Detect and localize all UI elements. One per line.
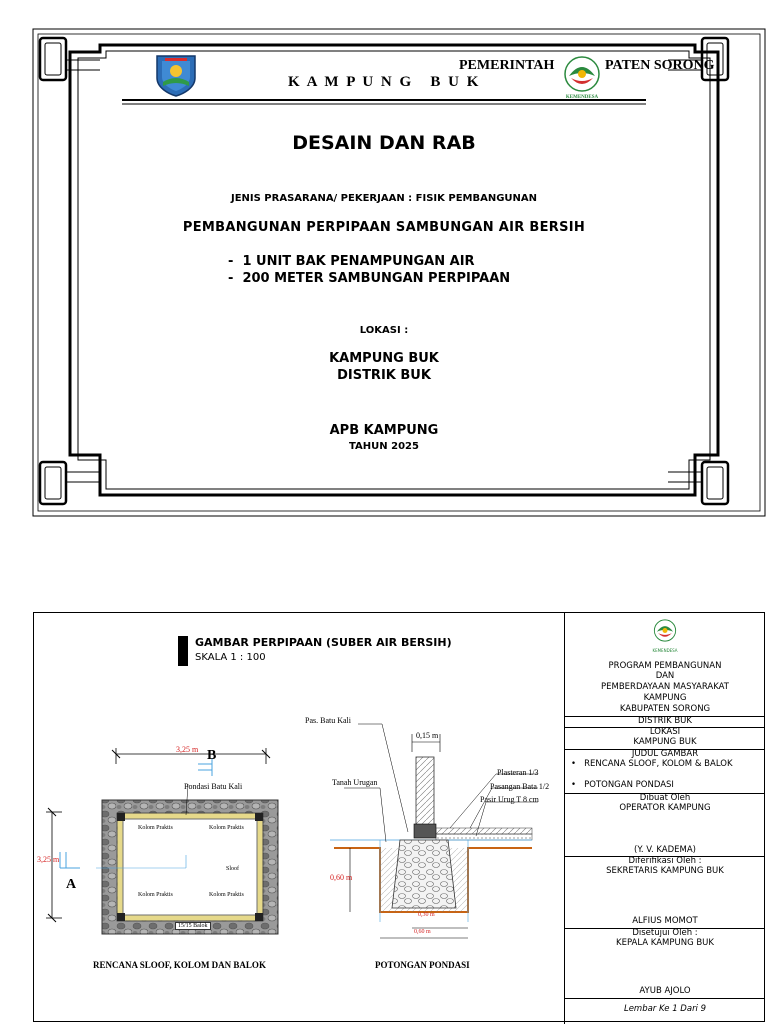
plan-drawing <box>36 740 286 940</box>
kemendesa-caption: KEMENDESA <box>565 95 599 100</box>
verified-name: ALFIUS MOMOT <box>632 916 698 926</box>
work-type: JENIS PRASARANA/ PEKERJAAN : FISIK PEMBANGUNAN <box>230 193 538 204</box>
titleblock-location-label: LOKASI <box>649 727 681 737</box>
titleblock-drawing-2-text: POTONGAN PONDASI <box>584 780 674 790</box>
section-plasteran-label: Plasteran 1/3 <box>497 768 539 777</box>
gov-header-right: PATEN SORONG <box>605 58 715 73</box>
program-line-5: KABUPATEN SORONG <box>619 704 711 714</box>
funding-source: APB KAMPUNG <box>329 423 439 438</box>
plan-marker-b: B <box>207 748 217 763</box>
drawing-title: GAMBAR PERPIPAAN (SUBER AIR BERSIH) <box>195 636 452 649</box>
titleblock-drawing-1: • RENCANA SLOOF, KOLOM & BALOK <box>571 759 733 769</box>
section-dim-060-h: 0,60 m <box>414 929 431 935</box>
titleblock-drawing-2: • POTONGAN PONDASI <box>571 780 674 790</box>
section-tanah-label: Tanah Urugan <box>332 778 378 787</box>
plan-sloof-label: Sloof <box>226 866 240 872</box>
cover-item-1: - 1 UNIT BAK PENAMPUNGAN AIR <box>228 254 475 269</box>
title-block <box>564 612 765 1024</box>
plan-kolom-tl: Kolom Praktis <box>138 825 173 831</box>
drawing-scale: SKALA 1 : 100 <box>195 652 266 663</box>
section-pasangan-label: Pasangan Bata 1/2 <box>490 782 550 791</box>
titleblock-logo-caption: KEMENDESA <box>652 648 678 653</box>
location-village: KAMPUNG BUK <box>329 351 439 366</box>
plan-dim-left: 3,25 m <box>37 855 60 864</box>
made-by-label: Dibuat Oleh <box>639 793 691 803</box>
plan-kolom-bl: Kolom Praktis <box>138 892 173 898</box>
location-label: LOKASI : <box>359 325 409 336</box>
program-line-4: KAMPUNG <box>643 693 687 703</box>
approved-label: Disetujui Oleh : <box>632 928 698 938</box>
program-line-3: PEMBERDAYAAN MASYARAKAT <box>601 682 729 692</box>
verified-role: SEKRETARIS KAMPUNG BUK <box>606 866 724 876</box>
cover-item-2: - 200 METER SAMBUNGAN PERPIPAAN <box>228 271 511 286</box>
regency-shield-icon <box>153 52 199 98</box>
titleblock-district: DISTRIK BUK <box>638 716 692 726</box>
section-dim-030: 0,30 m <box>418 912 435 918</box>
village-name: K A M P U N G B U K <box>288 74 481 90</box>
section-pas-batu-label: Pas. Batu Kali <box>305 716 351 725</box>
title-marker <box>178 636 188 666</box>
plan-caption: RENCANA SLOOF, KOLOM DAN BALOK <box>93 960 266 970</box>
section-pasir-label: Pasir Urug T 8 cm <box>480 795 539 804</box>
plan-kolom-tr: Kolom Praktis <box>209 825 244 831</box>
section-dim-060-v: 0,60 m <box>330 873 353 882</box>
section-caption: POTONGAN PONDASI <box>375 960 470 970</box>
plan-pondasi-label: Pondasi Batu Kali <box>184 782 243 791</box>
plan-balok-label: 15/15 Balok <box>175 922 211 930</box>
plan-kolom-br: Kolom Praktis <box>209 892 244 898</box>
gov-header-left: PEMERINTAH <box>459 58 555 73</box>
made-by-name: (Y. V. KADEMA) <box>634 845 696 855</box>
section-dim-015: 0,15 m <box>416 731 439 740</box>
titleblock-logo-icon <box>635 618 695 648</box>
titleblock-drawing-label: JUDUL GAMBAR <box>631 749 699 759</box>
plan-marker-a: A <box>66 877 77 892</box>
titleblock-drawing-1-text: RENCANA SLOOF, KOLOM & BALOK <box>584 759 733 769</box>
titleblock-location: KAMPUNG BUK <box>633 737 697 747</box>
plan-dim-top: 3,25 m <box>176 745 199 754</box>
cover-title: DESAIN DAN RAB <box>292 132 476 154</box>
made-by-role: OPERATOR KAMPUNG <box>619 803 711 813</box>
approved-name: AYUB AJOLO <box>639 986 691 996</box>
project-name: PEMBANGUNAN PERPIPAAN SAMBUNGAN AIR BERSIH <box>182 220 586 235</box>
approved-role: KEPALA KAMPUNG BUK <box>616 938 714 948</box>
program-line-1: PROGRAM PEMBANGUNAN <box>608 661 722 671</box>
cover-year: TAHUN 2025 <box>349 441 419 452</box>
verified-label: Diferifikasi Oleh : <box>628 856 702 866</box>
location-district: DISTRIK BUK <box>337 368 431 383</box>
sheet-number: Lembar Ke 1 Dari 9 <box>623 1004 707 1014</box>
program-line-2: DAN <box>655 671 675 681</box>
